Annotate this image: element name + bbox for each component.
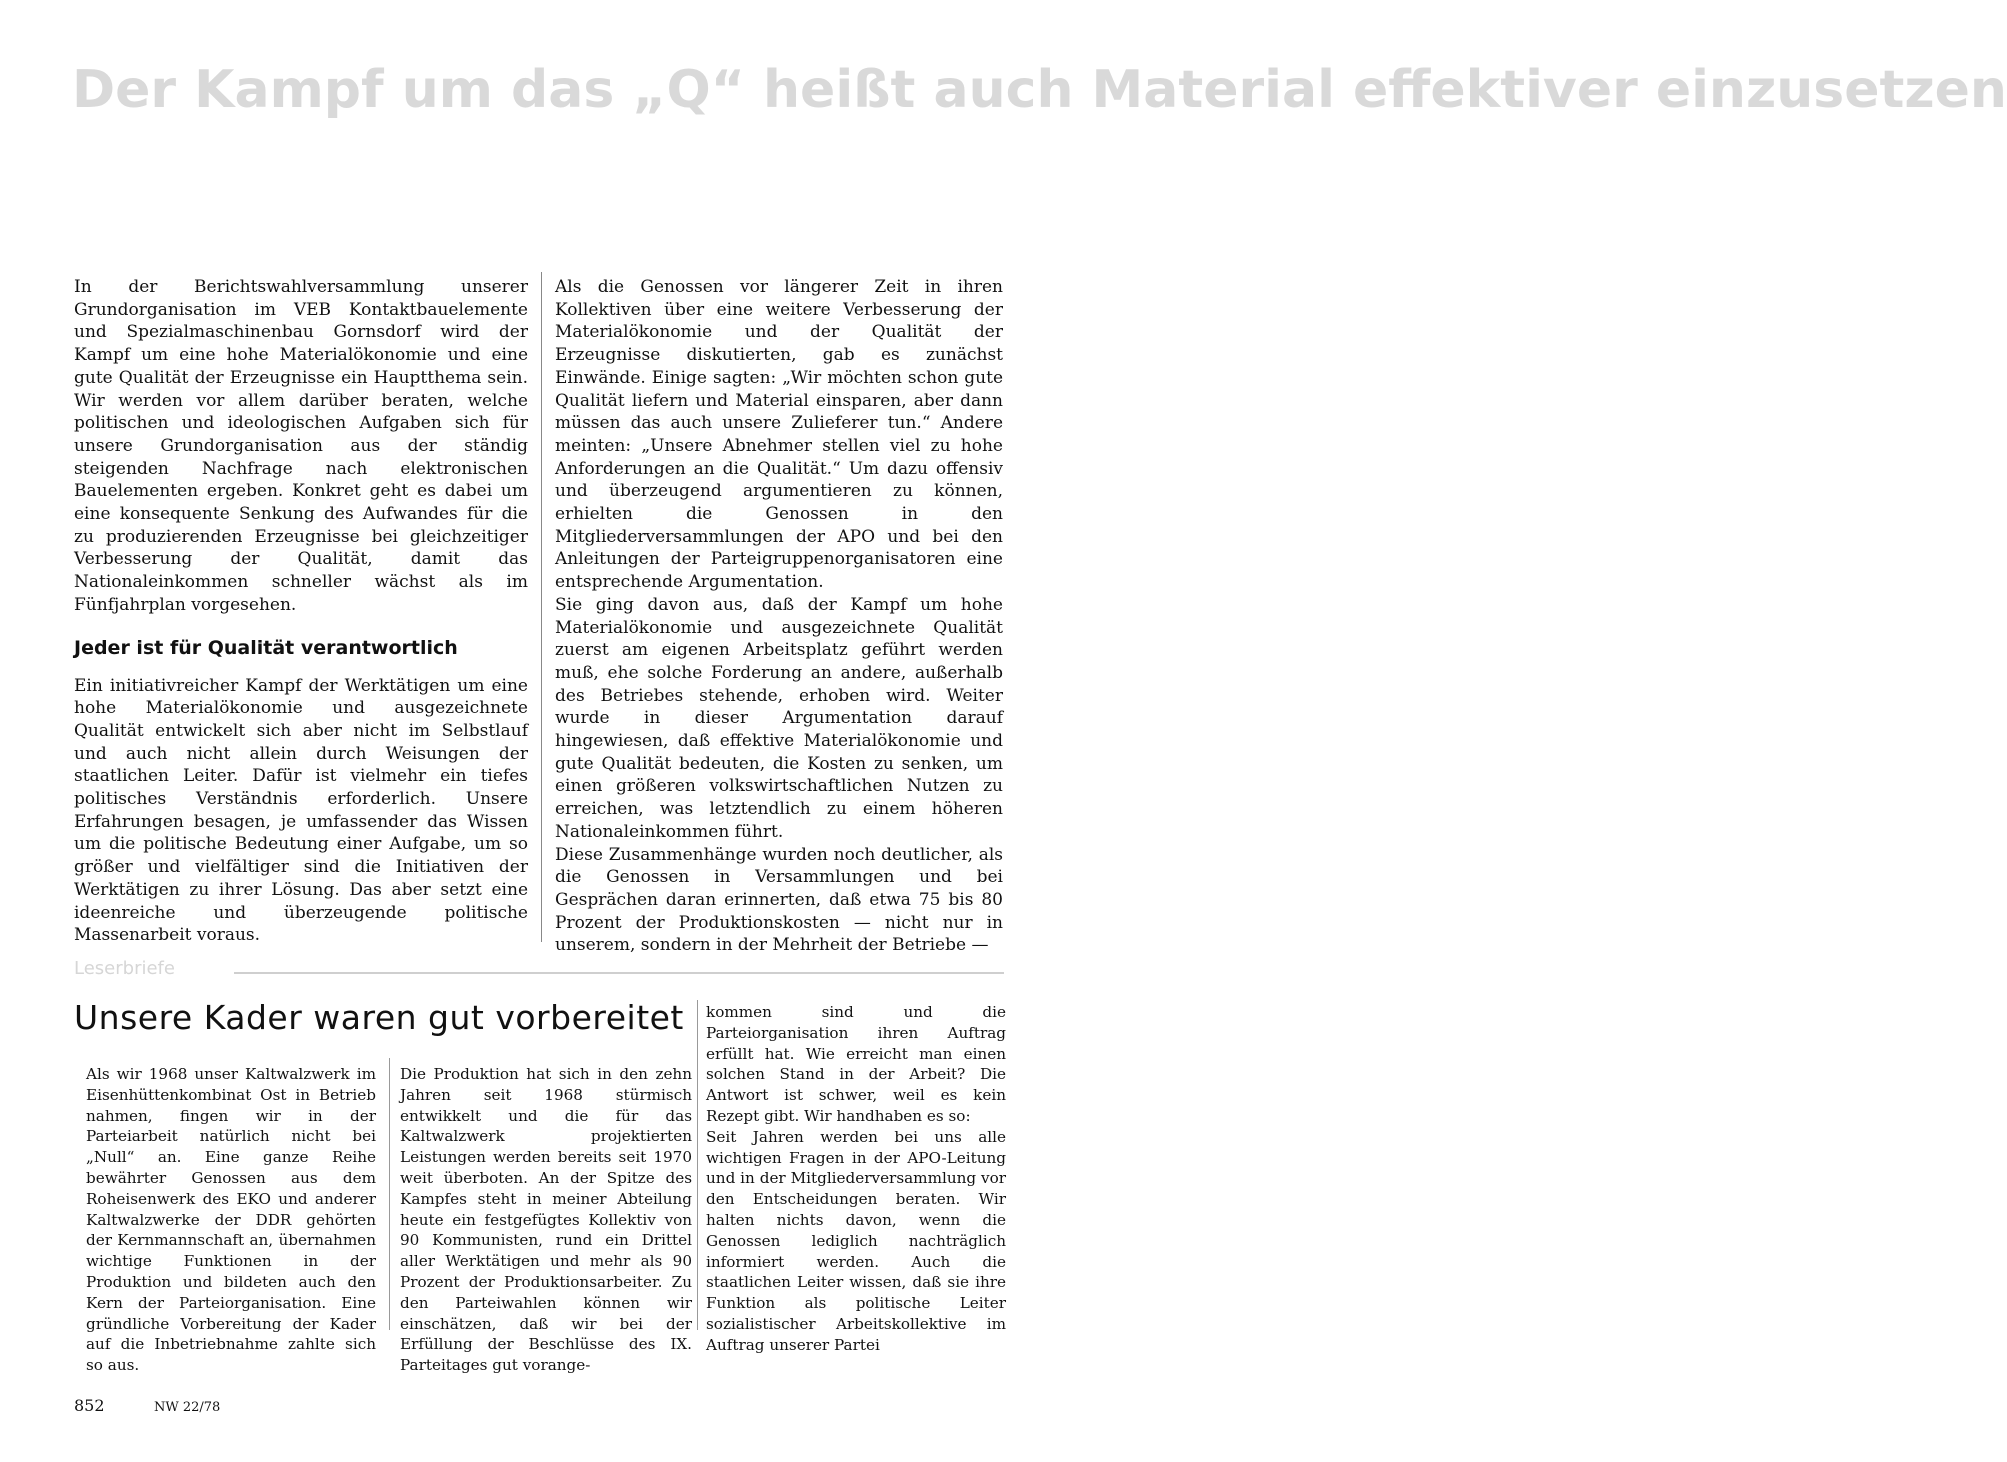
column-divider: [541, 272, 542, 942]
letter-paragraph: kommen sind und die Parteiorganisation ihren Auftrag erfüllt hat. Wie erreicht man einen solchen Stand in der Arbeit? Die Antwort ist schwer, weil es kein Rezept gibt. Wir handhaben es so:: [706, 1003, 1006, 1125]
article-paragraph: Ein initiativreicher Kampf der Werktätigen um eine hohe Materialökonomie und ausgezeichnete Qualität entwickelt sich aber nicht im Selbstlauf und auch nicht allein durch Weisungen der staatlichen Leiter. Dafür ist vielmehr ein tiefes politisches Verständnis erforderlich. Unsere Erfahrungen besagen, je umfassender das Wissen um die politische Bedeutung einer Aufgabe, um so größer und vielfältiger sind die Initiativen der Werktätigen zu ihrer Lösung. Das aber setzt eine ideenreiche und überzeugende politische Massenarbeit voraus.: [74, 675, 528, 946]
letter-paragraph: Die Produktion hat sich in den zehn Jahren seit 1968 stürmisch entwikkelt und die für das Kaltwalzwerk projektierten Leistungen werden bereits seit 1970 weit überboten. An der Spitze des Kampfes steht in meiner Abteilung heute ein festgefügtes Kollektiv von 90 Kommunisten, rund ein Drittel aller Werktätigen und mehr als 90 Prozent der Produktionsarbeiter. Zu den Parteiwahlen können wir einschätzen, daß wir bei der Erfüllung der Beschlüsse des IX. Parteitages gut vorange-: [400, 1065, 692, 1375]
letter-paragraph: Als wir 1968 unser Kaltwalzwerk im Eisenhüttenkombinat Ost in Betrieb nahmen, fingen wir in der Parteiarbeit natürlich nicht bei „Null“ an. Eine ganze Reihe bewährter Genossen aus dem Roheisenwerk des EKO und anderer Kaltwalzwerke der DDR gehörten der Kernmannschaft an, übernahmen wichtige Funktionen in der Produktion und bildeten auch den Kern der Parteiorganisation. Eine gründliche Vorbereitung der Kader auf die Inbetriebnahme zahlte sich so aus.: [86, 1065, 376, 1375]
article-headline: Der Kampf um das „Q“ heißt auch Material effektiver einzusetzen: [72, 60, 2007, 120]
page-number: 852: [74, 1396, 105, 1415]
article-paragraph: Diese Zusammenhänge wurden noch deutlicher, als die Genossen in Versammlungen und bei Gesprächen daran erinnerten, daß etwa 75 bis 80 Prozent der Produktionskosten — nicht nur in unserem, sondern in der Mehrheit der Betriebe —: [555, 844, 1003, 956]
article-column-2: [555, 276, 1003, 957]
issue-label: NW 22/78: [154, 1400, 221, 1415]
column-divider: [697, 1000, 698, 1330]
article-subheading: Jeder ist für Qualität verantwortlich: [74, 636, 458, 659]
article-paragraph: In der Berichtswahlversammlung unserer Grundorganisation im VEB Kontaktbauelemente und Spezialmaschinenbau Gornsdorf wird der Kampf um eine hohe Materialökonomie und eine gute Qualität der Erzeugnisse ein Hauptthema sein. Wir werden vor allem darüber beraten, welche politischen und ideologischen Aufgaben sich für unsere Grundorganisation aus der ständig steigenden Nachfrage nach elektronischen Bauelementen ergeben. Konkret geht es dabei um eine konsequente Senkung des Aufwandes für die zu produzierenden Erzeugnisse bei gleichzeitiger Verbesserung der Qualität, damit das Nationaleinkommen schneller wächst als im Fünfjahrplan vorgesehen.: [74, 277, 528, 615]
rubric-label: Leserbriefe: [74, 958, 175, 979]
page-footer: [74, 1394, 374, 1418]
article-column-1: [74, 276, 528, 947]
article-paragraph: Sie ging davon aus, daß der Kampf um hohe Materialökonomie und ausgezeichnete Qualität zuerst am eigenen Arbeitsplatz geführt werden muß, ehe solche Forderung an andere, außerhalb des Betriebes stehende, erhoben wird. Weiter wurde in dieser Argumentation darauf hingewiesen, daß effektive Materialökonomie und gute Qualität bedeuten, die Kosten zu senken, um einen größeren volkswirtschaftlichen Nutzen zu erreichen, was letztendlich zu einem höheren Nationaleinkommen führt.: [555, 594, 1003, 842]
rubric-bar: [74, 958, 1004, 980]
letter-column-1: [86, 1064, 376, 1376]
letter-paragraph: Seit Jahren werden bei uns alle wichtigen Fragen in der APO-Leitung und in der Mitgliederversammlung vor den Entscheidungen beraten. Wir halten nichts davon, wenn die Genossen lediglich nachträglich informiert werden. Auch die staatlichen Leiter wissen, daß sie ihre Funktion als politische Leiter sozialistischer Arbeitskollektive im Auftrag unserer Partei: [706, 1127, 1006, 1354]
letter-column-2: [400, 1064, 692, 1376]
letter-column-3: [706, 1002, 1006, 1356]
rubric-line: [234, 972, 1004, 974]
letter-title: Unsere Kader waren gut vorbereitet: [74, 998, 684, 1037]
column-divider: [389, 1058, 390, 1330]
article-paragraph: Als die Genossen vor längerer Zeit in ihren Kollektiven über eine weitere Verbesserung der Materialökonomie und der Qualität der Erzeugnisse diskutierten, gab es zunächst Einwände. Einige sagten: „Wir möchten schon gute Qualität liefern und Material einsparen, aber dann müssen das auch unsere Zulieferer tun.“ Andere meinten: „Unsere Abnehmer stellen viel zu hohe Anforderungen an die Qualität.“ Um dazu offensiv und überzeugend argumentieren zu können, erhielten die Genossen in den Mitgliederversammlungen der APO und bei den Anleitungen der Parteigruppenorganisatoren eine entsprechende Argumentation.: [555, 277, 1003, 593]
